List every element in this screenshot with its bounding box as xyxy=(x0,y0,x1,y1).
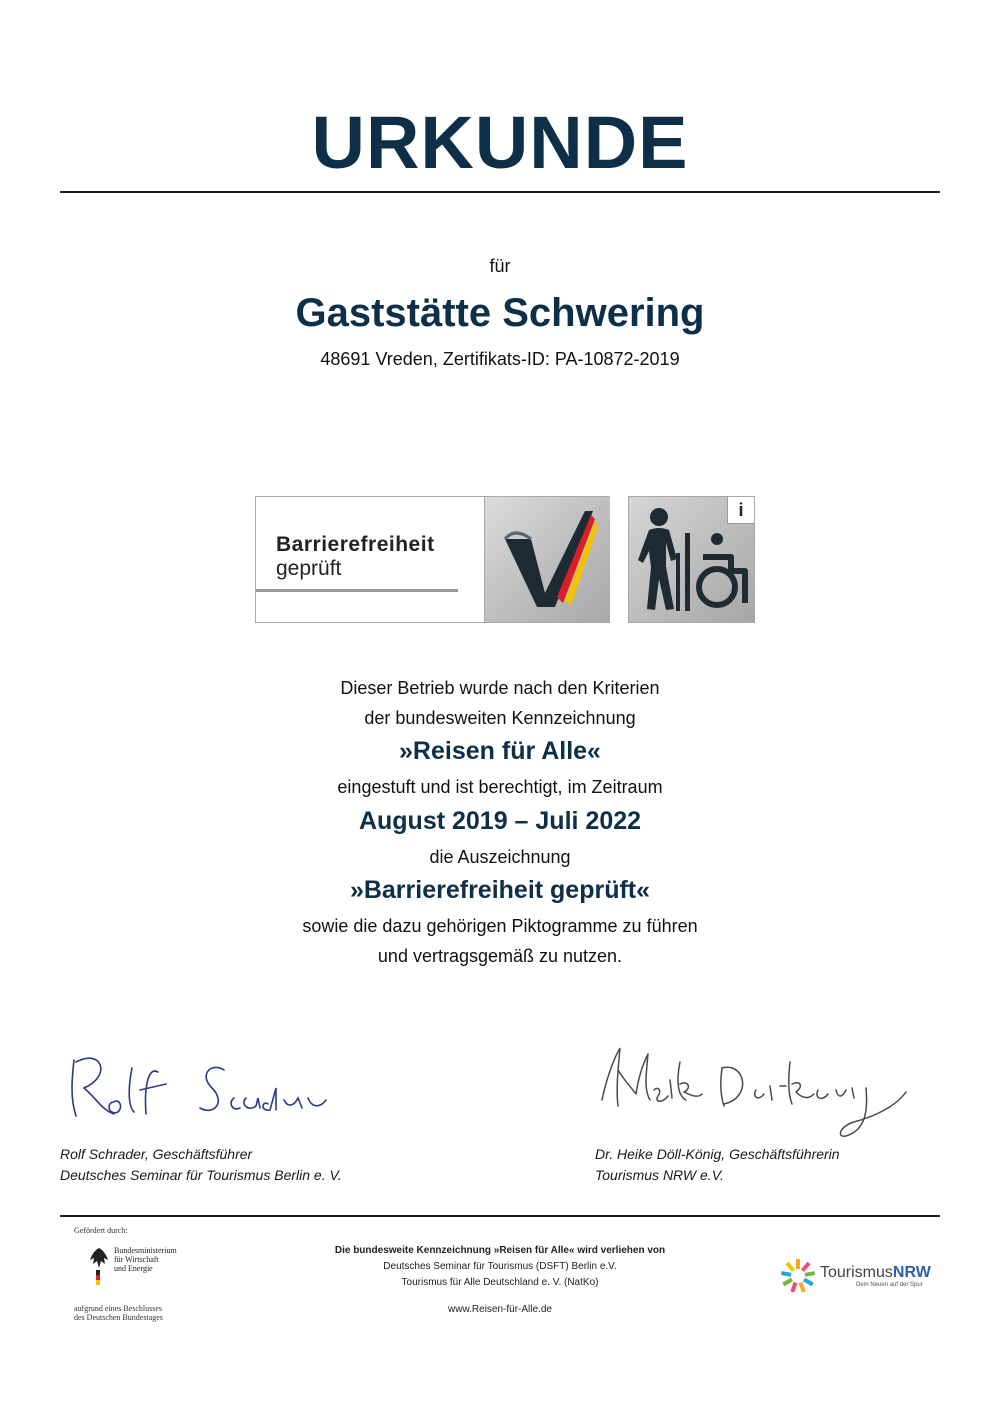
website-link[interactable]: www.Reisen-für-Alle.de xyxy=(448,1304,552,1315)
awarding-org-1: Deutsches Seminar für Tourismus (DSFT) Berlin e.V. xyxy=(383,1261,617,1272)
info-icon: i xyxy=(727,497,754,524)
signature-rolf-schrader xyxy=(62,1048,352,1128)
mobility-pictogram xyxy=(628,496,755,623)
certificate-title: URKUNDE xyxy=(311,101,689,184)
badge-underline xyxy=(256,589,458,592)
ministry-line-1: Bundesministerium xyxy=(114,1246,177,1255)
barrier-free-badge xyxy=(255,496,610,623)
label-barrierefreiheit: »Barrierefreiheit geprüft« xyxy=(349,876,651,904)
validity-period: August 2019 – Juli 2022 xyxy=(358,807,642,835)
signer-right-org: Tourismus NRW e.V. xyxy=(595,1167,724,1183)
funded-note-1: aufgrund eines Beschlusses xyxy=(74,1304,162,1313)
label-reisen-fuer-alle: »Reisen für Alle« xyxy=(399,737,601,765)
nrw-logo-word1: Tourismus xyxy=(820,1264,893,1281)
body-line-3: eingestuft und ist berechtigt, im Zeitraum xyxy=(337,777,663,797)
body-line-6: und vertragsgemäß zu nutzen. xyxy=(377,946,623,966)
company-name: Gaststätte Schwering xyxy=(295,291,705,335)
signature-heike-doell-koenig xyxy=(596,1040,916,1140)
signer-right-name: Dr. Heike Döll-König, Geschäftsführerin xyxy=(595,1146,840,1162)
signer-left-org: Deutsches Seminar für Tourismus Berlin e. V. xyxy=(60,1167,342,1183)
nrw-tagline: Dem Neuen auf der Spur xyxy=(856,1282,923,1288)
nrw-logo-word2: NRW xyxy=(892,1264,931,1281)
tourismus-nrw-logo xyxy=(780,1258,940,1294)
body-line-2: der bundesweiten Kennzeichnung xyxy=(364,708,636,728)
awarded-by-line: Die bundesweite Kennzeichnung »Reisen für Alle« wird verliehen von xyxy=(334,1245,666,1256)
awarding-org-2: Tourismus für Alle Deutschland e. V. (NatKo) xyxy=(401,1277,599,1288)
address-line: 48691 Vreden, Zertifikats-ID: PA-10872-2019 xyxy=(320,349,680,369)
header-divider xyxy=(60,191,940,193)
for-label: für xyxy=(489,256,511,276)
body-line-4: die Auszeichnung xyxy=(429,847,571,867)
ministry-line-2: für Wirtschaft xyxy=(114,1255,159,1264)
checkmark-icon xyxy=(484,497,610,622)
body-line-5: sowie die dazu gehörigen Piktogramme zu führen xyxy=(302,916,698,936)
footer-divider xyxy=(60,1215,940,1217)
badge-line2: geprüft xyxy=(276,557,342,580)
ministry-line-3: und Energie xyxy=(114,1264,153,1273)
nrw-sun-icon xyxy=(780,1258,816,1294)
badge-line1: Barrierefreiheit xyxy=(276,533,435,556)
body-line-1: Dieser Betrieb wurde nach den Kriterien xyxy=(340,678,660,698)
funded-note-2: des Deutschen Bundestages xyxy=(74,1313,163,1322)
walking-person-wheelchair-icon xyxy=(629,497,754,622)
signer-left-name: Rolf Schrader, Geschäftsführer xyxy=(60,1146,253,1162)
funded-label: Gefördert durch: xyxy=(74,1226,128,1235)
